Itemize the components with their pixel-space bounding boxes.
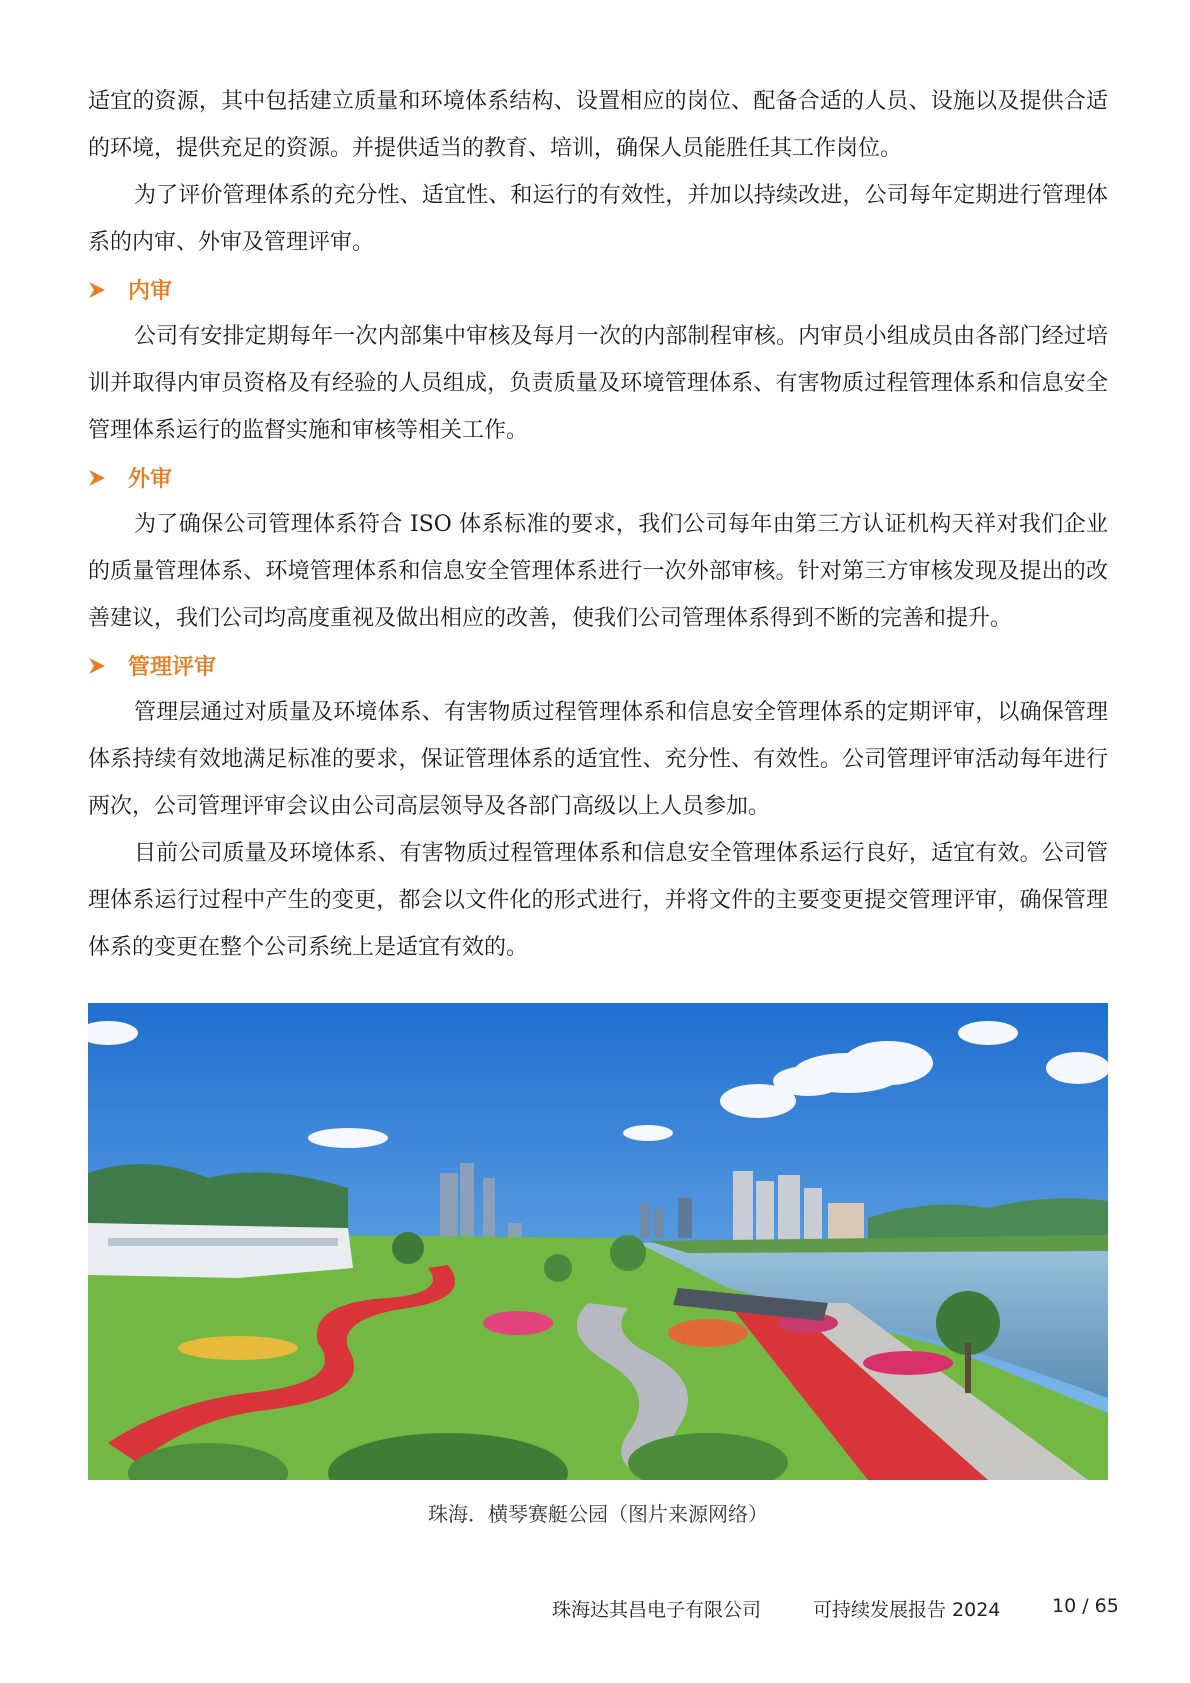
footer-page-number: 10 / 65: [1052, 1595, 1119, 1617]
figure-caption: 珠海．横琴赛艇公园（图片来源网络）: [428, 1502, 768, 1526]
paragraph: 适宜的资源，其中包括建立质量和环境体系结构、设置相应的岗位、配备合适的人员、设施以及提供合适的环境，提供充足的资源。并提供适当的教育、培训，确保人员能胜任其工作岗位。: [88, 89, 1108, 161]
paragraph: 目前公司质量及环境体系、有害物质过程管理体系和信息安全管理体系运行良好，适宜有效。公司管理体系运行过程中产生的变更，都会以文件化的形式进行，并将文件的主要变更提交管理评审，确保管理体系的变更在整个公司系统上是适宜有效的。: [88, 841, 1108, 960]
park-photo: [88, 1003, 1108, 1480]
arrow-bullet-icon: [88, 657, 106, 675]
arrow-bullet-icon: [88, 281, 106, 299]
body-text: [88, 78, 1108, 971]
paragraph: 公司有安排定期每年一次内部集中审核及每月一次的内部制程审核。内审员小组成员由各部门经过培训并取得内审员资格及有经验的人员组成，负责质量及环境管理体系、有害物质过程管理体系和信息安全管理体系运行的监督实施和审核等相关工作。: [88, 324, 1108, 443]
section-heading-internal-audit: [88, 266, 1108, 313]
paragraph: 为了确保公司管理体系符合 ISO 体系标准的要求，我们公司每年由第三方认证机构天祥对我们企业的质量管理体系、环境管理体系和信息安全管理体系进行一次外部审核。针对第三方审核发现及提出的改善建议，我们公司均高度重视及做出相应的改善，使我们公司管理体系得到不断的完善和提升。: [88, 512, 1108, 631]
arrow-bullet-icon: [88, 469, 106, 487]
section-heading-management-review: [88, 642, 1108, 689]
footer-report-title: 可持续发展报告 2024: [813, 1599, 1001, 1621]
paragraph: 为了评价管理体系的充分性、适宜性、和运行的有效性，并加以持续改进，公司每年定期进行管理体系的内审、外审及管理评审。: [88, 183, 1108, 255]
section-heading-external-audit: [88, 454, 1108, 501]
park-illustration: [88, 1003, 1108, 1480]
heading-text: 外审: [128, 467, 173, 492]
heading-text: 管理评审: [128, 655, 217, 680]
footer-company: 珠海达其昌电子有限公司: [552, 1599, 762, 1621]
heading-text: 内审: [128, 279, 173, 304]
paragraph: 管理层通过对质量及环境体系、有害物质过程管理体系和信息安全管理体系的定期评审，以确保管理体系持续有效地满足标准的要求，保证管理体系的适宜性、充分性、有效性。公司管理评审活动每年进行两次，公司管理评审会议由公司高层领导及各部门高级以上人员参加。: [88, 700, 1108, 819]
